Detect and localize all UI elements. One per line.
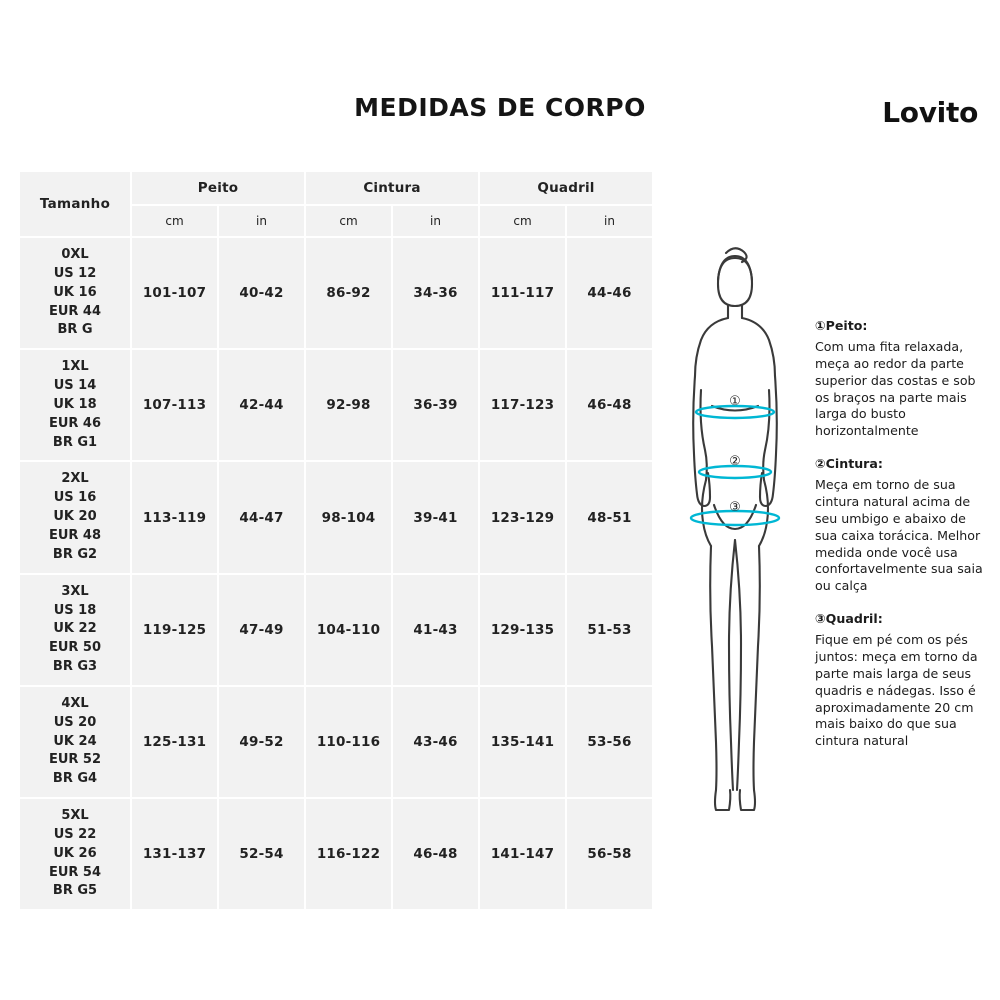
header-group-hip: Quadril [479,171,653,205]
header-group-chest: Peito [131,171,305,205]
size-label-cell [19,574,131,686]
size-table [18,170,654,911]
size-line: 2XL [61,471,89,487]
value-cell: 56-58 [566,798,653,910]
size-line: UK 18 [53,396,97,412]
size-line: BR G3 [52,659,98,675]
brand-logo: Lovito [882,96,978,129]
note-chest [815,318,987,440]
value-cell: 41-43 [392,574,479,686]
size-line: 4XL [61,695,89,711]
value-cell: 110-116 [305,686,392,798]
size-label-cell [19,686,131,798]
table-row [19,461,653,573]
value-cell: 117-123 [479,349,566,461]
size-label-cell [19,798,131,910]
size-line: UK 16 [53,284,97,300]
note-waist-title: ②Cintura: [815,456,883,472]
header-unit-waist-in: in [392,205,479,237]
value-cell: 53-56 [566,686,653,798]
size-line: 0XL [61,247,89,262]
size-line: UK 20 [53,509,97,525]
size-label-cell [19,349,131,461]
size-line: EUR 50 [48,640,102,656]
value-cell: 104-110 [305,574,392,686]
header-group-waist: Cintura [305,171,479,205]
header-unit-hip-cm: cm [479,205,566,237]
value-cell: 42-44 [218,349,305,461]
header-unit-hip-in: in [566,205,653,237]
table-row [19,798,653,910]
note-hip [815,611,987,750]
size-table-container [18,170,652,911]
size-line: UK 26 [53,845,97,861]
size-line: US 16 [53,490,97,506]
value-cell: 141-147 [479,798,566,910]
size-line: EUR 46 [48,415,102,431]
value-cell: 92-98 [305,349,392,461]
value-cell: 48-51 [566,461,653,573]
value-cell: 46-48 [392,798,479,910]
header-unit-waist-cm: cm [305,205,392,237]
value-cell: 86-92 [305,237,392,349]
size-line: EUR 44 [48,303,102,319]
body-figure-illustration [660,240,810,815]
table-header-group-row [19,171,653,205]
note-hip-body: Fique em pé com os pés juntos: meça em torno da parte mais larga de seus quadris e nádegas. Isso é aproximadamente 20 cm mais baixo do que sua cintura natural [815,632,978,749]
size-line: US 14 [53,378,97,394]
value-cell: 44-47 [218,461,305,573]
table-row [19,237,653,349]
header-size: Tamanho [19,171,131,237]
size-line: US 12 [53,265,97,281]
size-line: US 22 [53,826,97,842]
size-line: BR G2 [52,546,98,562]
value-cell: 44-46 [566,237,653,349]
header-unit-chest-cm: cm [131,205,218,237]
page-title: MEDIDAS DE CORPO [354,93,646,122]
value-cell: 46-48 [566,349,653,461]
value-cell: 39-41 [392,461,479,573]
female-body-outline-icon [660,240,810,815]
value-cell: 101-107 [131,237,218,349]
value-cell: 52-54 [218,798,305,910]
value-cell: 119-125 [131,574,218,686]
header-unit-chest-in: in [218,205,305,237]
value-cell: 135-141 [479,686,566,798]
table-row [19,686,653,798]
note-waist [815,456,987,595]
note-waist-body: Meça em torno de sua cintura natural acima de seu umbigo e abaixo de sua caixa torácica. Melhor medida onde você usa confortavelmente sua saia ou calça [815,477,983,594]
value-cell: 43-46 [392,686,479,798]
marker-2-label: ② [729,454,741,469]
value-cell: 34-36 [392,237,479,349]
size-line: BR G [57,322,93,338]
value-cell: 116-122 [305,798,392,910]
table-row [19,349,653,461]
value-cell: 131-137 [131,798,218,910]
value-cell: 51-53 [566,574,653,686]
size-line: EUR 54 [48,864,102,880]
note-chest-title: ①Peito: [815,318,868,333]
value-cell: 36-39 [392,349,479,461]
note-hip-title: ③Quadril: [815,611,883,627]
size-line: BR G1 [52,434,98,450]
size-line: 3XL [61,583,89,599]
value-cell: 40-42 [218,237,305,349]
size-line: UK 24 [53,733,97,749]
size-line: US 18 [53,602,97,618]
marker-3-label: ③ [729,500,741,515]
measurement-instructions [815,318,987,766]
size-line: 1XL [61,359,89,375]
value-cell: 98-104 [305,461,392,573]
size-label-cell [19,237,131,349]
table-row [19,574,653,686]
value-cell: 49-52 [218,686,305,798]
value-cell: 113-119 [131,461,218,573]
note-chest-body: Com uma fita relaxada, meça ao redor da parte superior das costas e sob os braços na parte mais larga do busto horizontalmente [815,338,976,439]
size-label-cell [19,461,131,573]
marker-1-label: ① [729,394,741,409]
value-cell: 111-117 [479,237,566,349]
size-line: EUR 48 [48,527,102,543]
size-line: UK 22 [53,621,97,637]
value-cell: 125-131 [131,686,218,798]
size-line: 5XL [61,808,89,824]
value-cell: 123-129 [479,461,566,573]
value-cell: 107-113 [131,349,218,461]
size-line: EUR 52 [48,752,102,768]
size-line: BR G4 [52,771,98,787]
size-line: BR G5 [52,883,98,899]
value-cell: 129-135 [479,574,566,686]
size-line: US 20 [53,714,97,730]
value-cell: 47-49 [218,574,305,686]
